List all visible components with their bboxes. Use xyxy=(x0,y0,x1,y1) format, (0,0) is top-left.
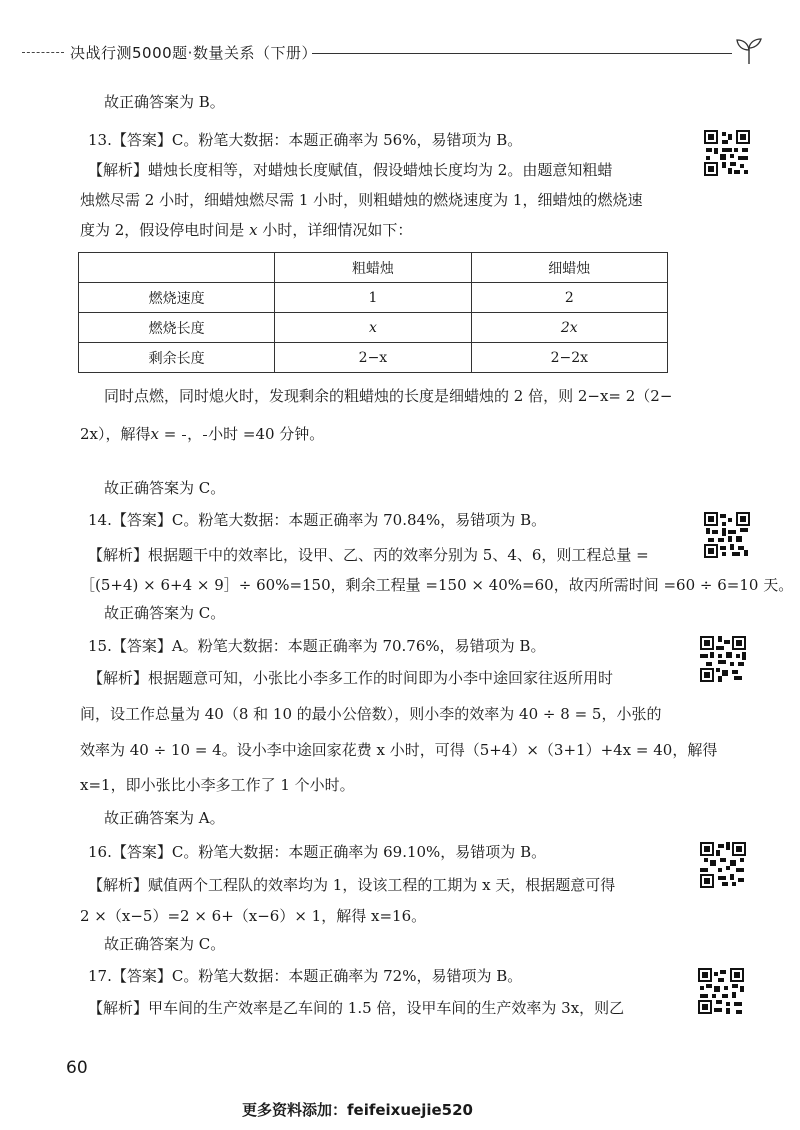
table-cell: 剩余长度 xyxy=(79,343,275,373)
table-cell: 2x xyxy=(471,313,667,343)
table-header-cell: 粗蜡烛 xyxy=(275,253,471,283)
table-header-row xyxy=(79,253,668,283)
q14-explain-2: ［(5+4) × 6+4 × 9］÷ 60%=150，剩余工程量 =150 × 40%=60，故丙所需时间 =60 ÷ 6=10 天。 xyxy=(80,576,794,594)
answer-line: 故正确答案为 C。 xyxy=(104,604,226,622)
answer-line: 故正确答案为 A。 xyxy=(104,809,225,827)
q15-explain-1: 【解析】根据题意可知，小张比小李多工作的时间即为小李中途回家往返所用时 xyxy=(88,669,614,687)
fraction xyxy=(182,435,186,436)
footer-note: 更多资料添加：feifeixuejie520 xyxy=(242,1101,473,1119)
table-cell: 2 xyxy=(471,283,667,313)
table-cell: 燃烧长度 xyxy=(79,313,275,343)
table-cell: 1 xyxy=(275,283,471,313)
book-title: 决战行测5000题·数量关系（下册） xyxy=(70,44,317,62)
table-header-cell xyxy=(79,253,275,283)
q14-answer-head: 14.【答案】C。粉笔大数据：本题正确率为 70.84%，易错项为 B。 xyxy=(88,511,547,529)
q13-explain-1: 【解析】蜡烛长度相等，对蜡烛长度赋值，假设蜡烛长度均为 2。由题意知粗蜡 xyxy=(88,161,613,179)
qr-code-icon[interactable] xyxy=(704,512,750,558)
qr-code-icon[interactable] xyxy=(704,130,750,176)
table-cell: x xyxy=(275,313,471,343)
answer-line: 故正确答案为 C。 xyxy=(104,935,226,953)
q16-explain-2: 2 ×（x−5）=2 × 6+（x−6）× 1，解得 x=16。 xyxy=(80,907,427,925)
q16-answer-head: 16.【答案】C。粉笔大数据：本题正确率为 69.10%，易错项为 B。 xyxy=(88,843,547,861)
answer-line: 故正确答案为 B。 xyxy=(104,93,225,111)
q13-conclusion-2: 2x），解得x = ， 小时 =40 分钟。 xyxy=(80,425,325,443)
table-header-cell: 细蜡烛 xyxy=(471,253,667,283)
qr-code-icon[interactable] xyxy=(698,968,744,1014)
q13-explain-3: 度为 2，假设停电时间是 x 小时，详细情况如下： xyxy=(80,221,413,239)
fraction xyxy=(203,435,207,436)
table-cell: 2−x xyxy=(275,343,471,373)
qr-code-icon[interactable] xyxy=(700,636,746,682)
q17-explain-1: 【解析】甲车间的生产效率是乙车间的 1.5 倍，设甲车间的生产效率为 3x，则乙 xyxy=(88,999,625,1017)
q17-answer-head: 17.【答案】C。粉笔大数据：本题正确率为 72%，易错项为 B。 xyxy=(88,967,523,985)
q15-explain-4: x=1，即小张比小李多工作了 1 个小时。 xyxy=(80,776,355,794)
sprout-icon xyxy=(732,34,766,68)
table-cell: 燃烧速度 xyxy=(79,283,275,313)
q15-explain-2: 间，设工作总量为 40（8 和 10 的最小公倍数），则小李的效率为 40 ÷ 8 = 5，小张的 xyxy=(80,705,662,723)
header-rule xyxy=(312,53,732,54)
q16-explain-1: 【解析】赋值两个工程队的效率均为 1，设该工程的工期为 x 天，根据题意可得 xyxy=(88,876,616,894)
table-row xyxy=(79,313,668,343)
table-row xyxy=(79,283,668,313)
q15-answer-head: 15.【答案】A。粉笔大数据：本题正确率为 70.76%，易错项为 B。 xyxy=(88,637,546,655)
q14-explain-1: 【解析】根据题干中的效率比，设甲、乙、丙的效率分别为 5、4、6，则工程总量 = xyxy=(88,546,649,564)
header-dash xyxy=(22,52,64,53)
q13-answer-head: 13.【答案】C。粉笔大数据：本题正确率为 56%，易错项为 B。 xyxy=(88,131,523,149)
q13-explain-2: 烛燃尽需 2 小时，细蜡烛燃尽需 1 小时，则粗蜡烛的燃烧速度为 1，细蜡烛的燃烧速 xyxy=(80,191,643,209)
table-row xyxy=(79,343,668,373)
candle-table xyxy=(78,252,668,373)
table-cell: 2−2x xyxy=(471,343,667,373)
q15-explain-3: 效率为 40 ÷ 10 = 4。设小李中途回家花费 x 小时，可得（5+4）×（3+1）+4x = 40，解得 xyxy=(80,741,718,759)
running-header xyxy=(0,38,800,68)
qr-code-icon[interactable] xyxy=(700,842,746,888)
answer-line: 故正确答案为 C。 xyxy=(104,479,226,497)
page-number: 60 xyxy=(66,1058,88,1078)
q13-conclusion-1: 同时点燃，同时熄火时，发现剩余的粗蜡烛的长度是细蜡烛的 2 倍，则 2−x= 2（2− xyxy=(104,387,673,405)
